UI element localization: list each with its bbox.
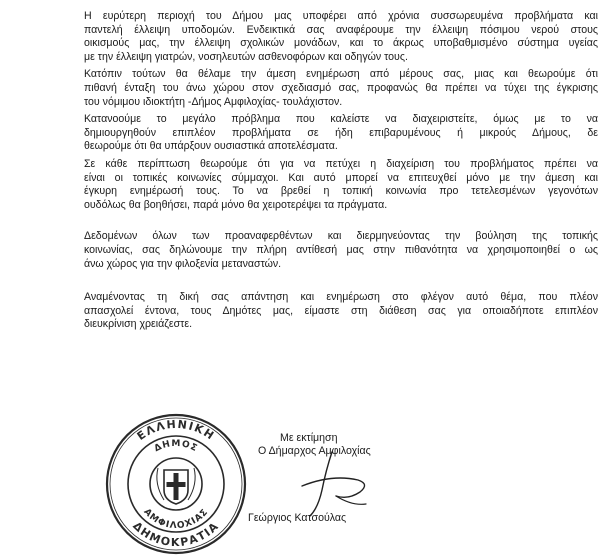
- text-line: ουδόλως θα βοηθήσει, παρά μόνο θα χειροτερέψει τα πράγματα.: [84, 198, 388, 211]
- text-line: με την έλλειψη γιατρών, νοσηλευτών ασθενοφόρων και οδηγών τους.: [84, 50, 408, 63]
- paragraph-infrastructure: [84, 10, 598, 64]
- greek-coat-of-arms-icon: [157, 468, 195, 504]
- text-line: απασχολεί έντονα, τους Δημότες μας, είμαστε στη διάθεση σας για οποιαδήποτε επιπλέον: [84, 304, 598, 317]
- paragraph-opposition: [84, 230, 598, 271]
- text-line: είναι οι τοπικές κοινωνίες σύμμαχοι. Και αυτό μπορεί να επιτευχθεί μόνο με την άμεση και: [84, 171, 598, 184]
- text-line: έγκυρη ενημέρωσή τους. Το να βρεθεί η τοπική κοινωνία προ τετελεσμένων γεγονότων: [84, 185, 598, 198]
- text-line: διευκρίνιση χρειάζεστε.: [84, 318, 193, 331]
- text-line: πιθανή ένταξη του άνω χώρου στον σχεδιασμό σας, προφανώς θα πρέπει να τύχει της έγκρισης: [84, 81, 598, 94]
- paragraph-understanding: [84, 113, 598, 154]
- svg-text:ΕΛΛΗΝΙΚΗ: ΕΛΛΗΝΙΚΗ: [134, 417, 218, 444]
- paragraph-request-information: [84, 68, 598, 109]
- text-line: δημιουργηθούν επιπλέον προβλήματα σε ήδη επιβαρυμένους ή μικρούς Δήμους, δε: [84, 126, 598, 139]
- text-line: του νόμιμου ιδιοκτήτη -Δήμος Αμφιλοχίας- τουλάχιστον.: [84, 95, 343, 108]
- text-line: Η ευρύτερη περιοχή του Δήμου μας υποφέρει από χρόνια συσσωρευμένα προβλήματα και: [84, 10, 598, 22]
- text-line: θεωρούμε ότι θα υπάρξουν ουσιαστικά αποτελέσματα.: [84, 140, 338, 153]
- text-line: Δεδομένων όλων των προαναφερθέντων και διερμηνεύοντας την βούληση της τοπικής: [84, 230, 598, 243]
- text-line: Σε κάθε περίπτωση θεωρούμε ότι για να πετύχει η διαχείριση του προβλήματος πρέπει να: [84, 157, 598, 170]
- text-line: οικισμούς μας, την έλλειψη σχολικών μονάδων, και το άκρως υποβαθμισμένο σύστημα υγείας: [84, 37, 598, 50]
- text-line: κοινωνίας, σας δηλώνουμε την πλήρη αντίθεσή μας στην πιθανότητα να χρησιμοποιηθεί ο ως: [84, 243, 598, 256]
- signature-greeting: Με εκτίμηση: [280, 432, 338, 444]
- paragraph-local-communities: [84, 158, 598, 212]
- text-line: παντελή έλλειψη υποδομών. Ενδεικτικά σας αναφέρουμε την έλλειψη πόσιμου νερού στους: [84, 23, 598, 36]
- signatory-title: Ο Δήμαρχος Αμφιλοχίας: [258, 445, 371, 457]
- municipal-seal: [104, 412, 248, 556]
- signature-block: [232, 432, 432, 552]
- letter-body: [84, 10, 598, 332]
- svg-text:ΑΜΦΙΛΟΧΙΑΣ: ΑΜΦΙΛΟΧΙΑΣ: [141, 507, 211, 532]
- text-line: Κατόπιν τούτων θα θέλαμε την άμεση ενημέρωση από μέρους σας, μιας και θεωρούμε ότι: [84, 68, 598, 81]
- text-line: Κατανοούμε το μεγάλο πρόβλημα που καλείστε να διαχειριστείτε, όμως με το να: [84, 113, 598, 126]
- text-line: Αναμένοντας τη δική σας απάντηση και ενημέρωση στο φλέγον αυτό θέμα, που πλέον: [84, 291, 598, 304]
- svg-text:ΔΗΜΟΣ: ΔΗΜΟΣ: [152, 438, 200, 455]
- paragraph-closing: [84, 291, 598, 332]
- svg-text:ΔΗΜΟΚΡΑΤΙΑ: ΔΗΜΟΚΡΑΤΙΑ: [130, 519, 222, 550]
- text-line: άνω χώρος για την φιλοξενία μεταναστών.: [84, 257, 282, 270]
- signatory-name: Γεώργιος Κατσούλας: [248, 512, 347, 524]
